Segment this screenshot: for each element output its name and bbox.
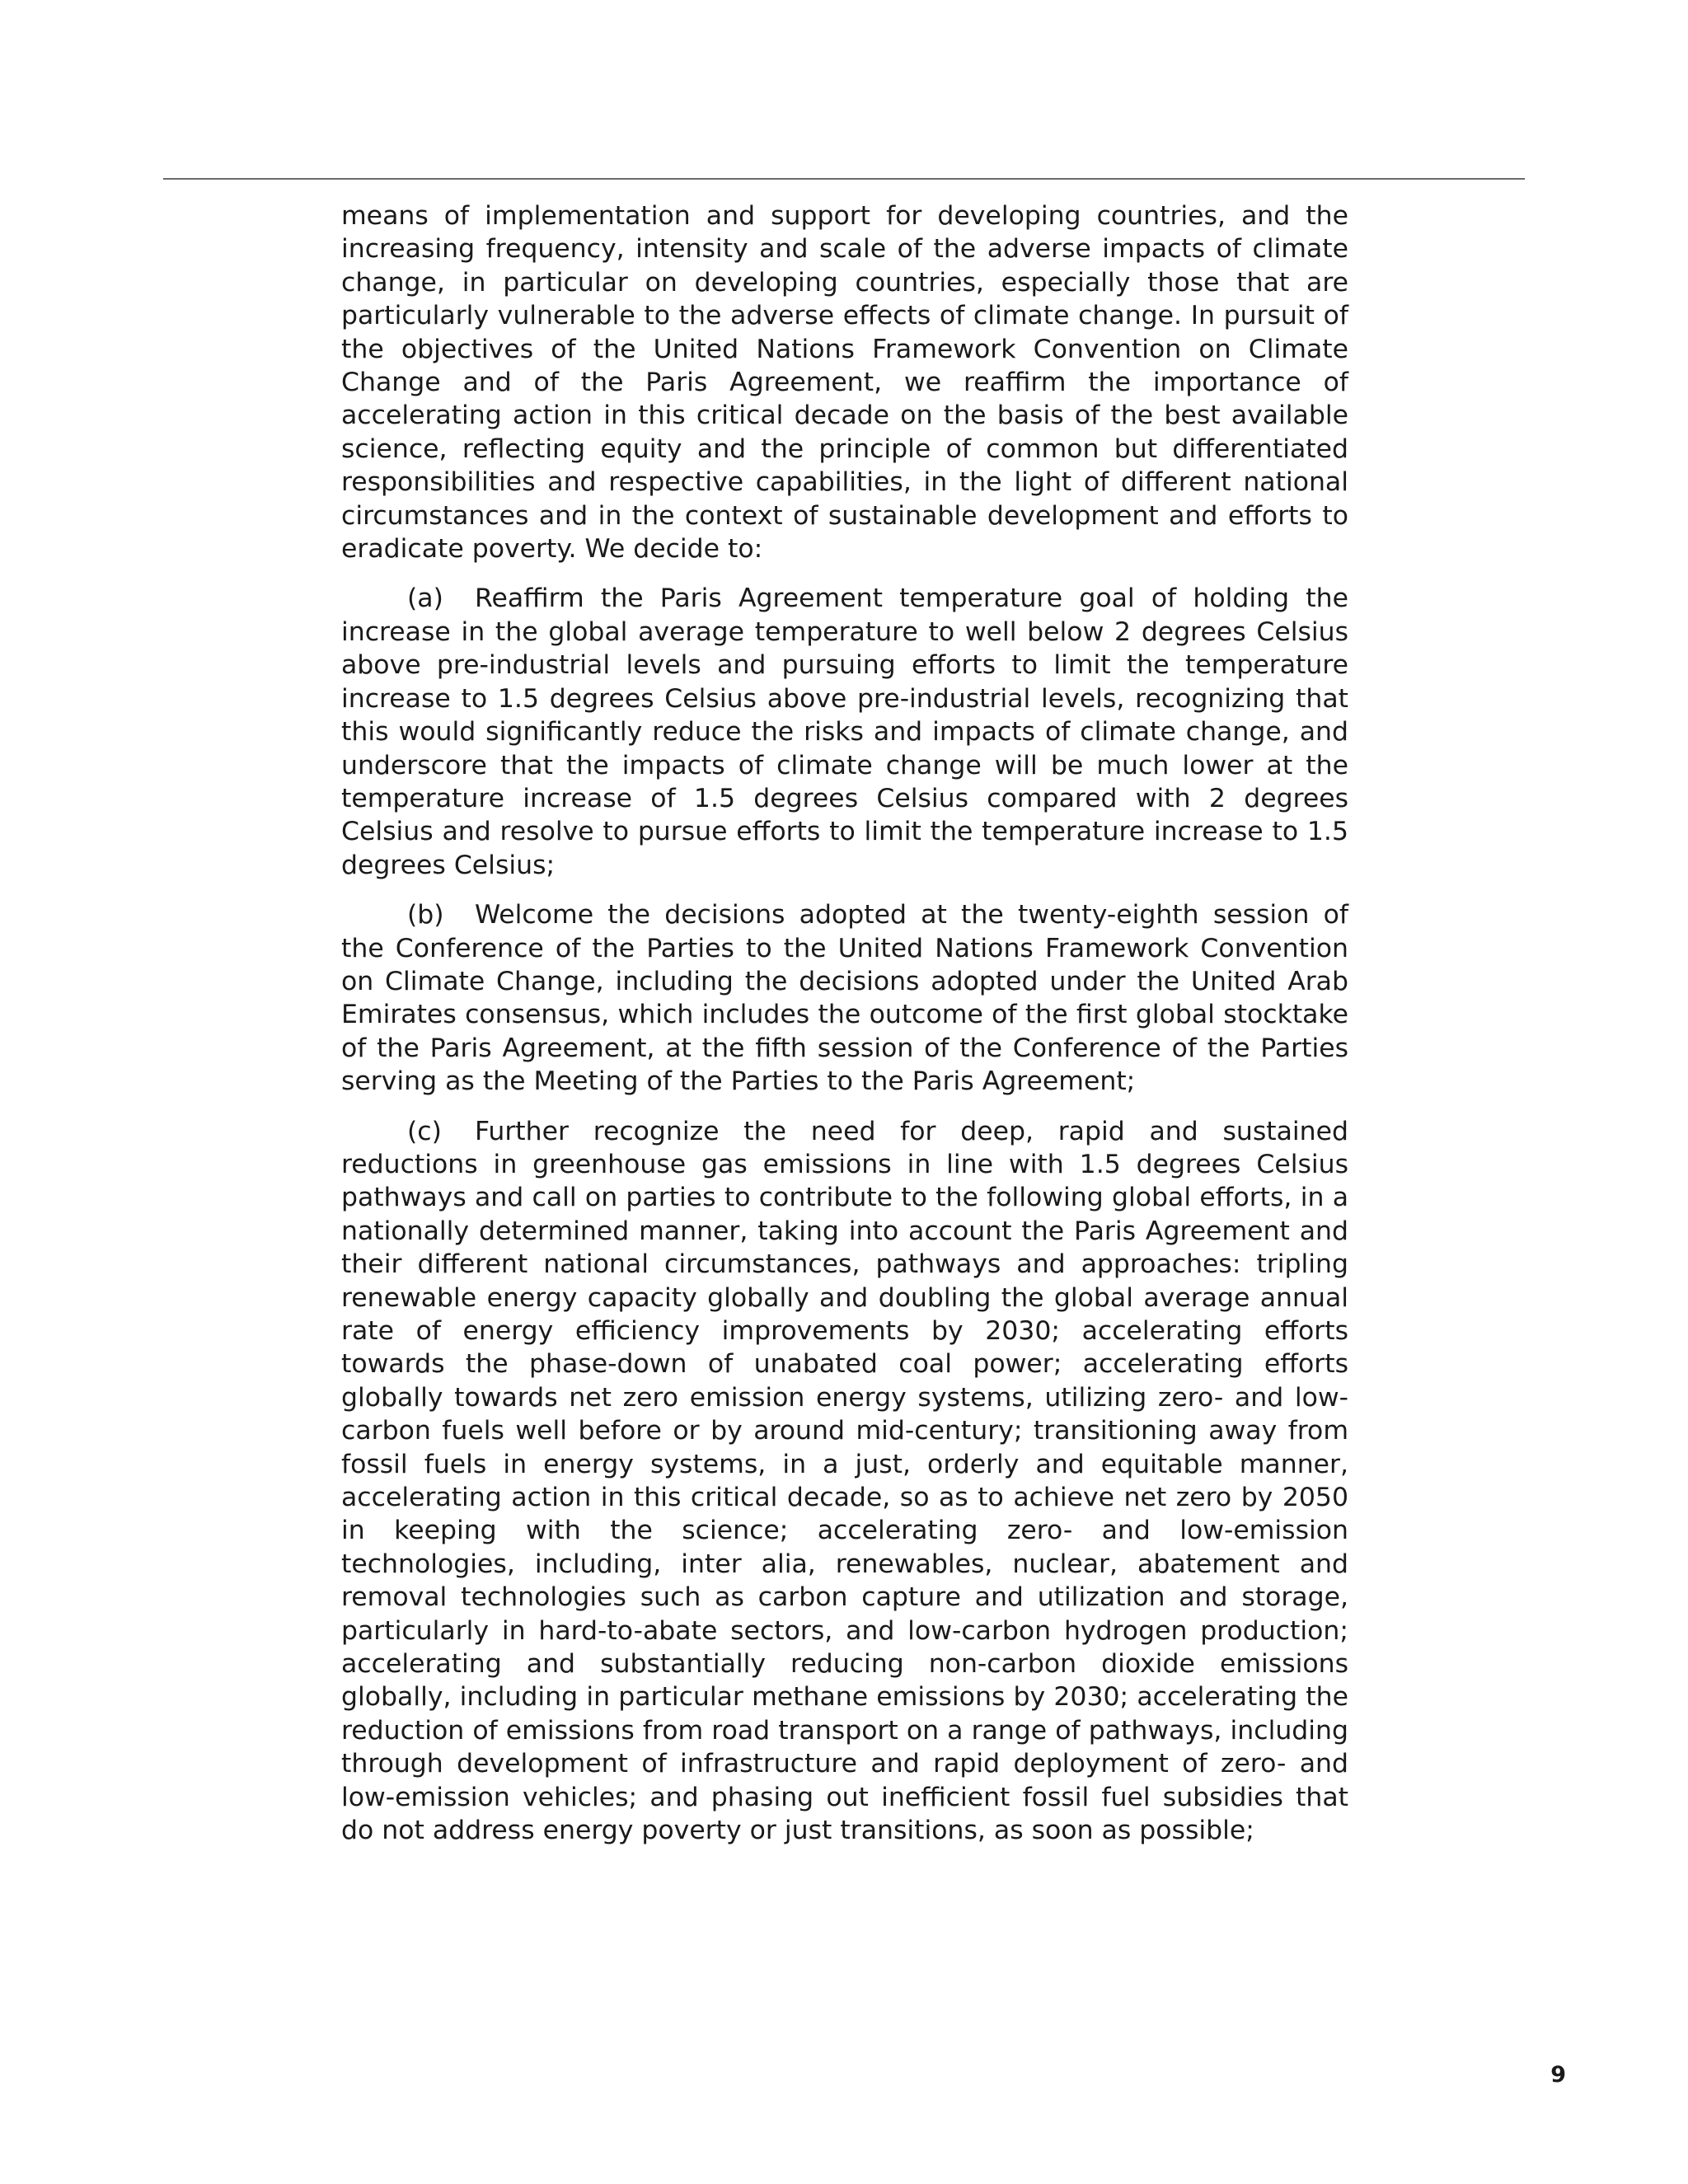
- document-body: [341, 199, 1348, 1864]
- list-item-c: [341, 1115, 1348, 1848]
- list-item-label: (a): [407, 583, 443, 614]
- list-item-label: (c): [407, 1116, 442, 1146]
- list-item-text: Further recognize the need for deep, rapid and sustained reductions in greenhouse gas emissions in line with 1.5 degrees Celsius pathways and call on parties to contribute to the following global efforts, in a nationally determined manner, taking into account the Paris Agreement and their different national circumstances, pathways and approaches: tripling renewable energy capacity globally and doubling the global average annual rate of energy efficiency improvements by 2030; accelerating efforts towards the phase-down of unabated coal power; accelerating efforts globally towards net zero emission energy systems, utilizing zero- and low-carbon fuels well before or by around mid-century; transitioning away from fossil fuels in energy systems, in a just, orderly and equitable manner, accelerating action in this critical decade, so as to achieve net zero by 2050 in keeping with the science; accelerating zero- and low-emission technologies, including, inter alia, renewables, nuclear, abatement and removal technologies such as carbon capture and utilization and storage, particularly in hard-to-abate sectors, and low-carbon hydrogen production; accelerating and substantially reducing non-carbon dioxide emissions globally, including in particular methane emissions by 2030; accelerating the reduction of emissions from road transport on a range of pathways, including through development of infrastructure and rapid deployment of zero- and low-emission vehicles; and phasing out inefficient fossil fuel subsidies that do not address energy poverty or just transitions, as soon as possible;: [341, 1116, 1348, 1846]
- page-number: 9: [1550, 2062, 1566, 2088]
- header-divider: [163, 178, 1525, 180]
- list-item-text: Reaffirm the Paris Agreement temperature goal of holding the increase in the global average temperature to well below 2 degrees Celsius above pre-industrial levels and pursuing efforts to limit the temperature increase to 1.5 degrees Celsius above pre-industrial levels, recognizing that this would significantly reduce the risks and impacts of climate change, and underscore that the impacts of climate change will be much lower at the temperature increase of 1.5 degrees Celsius compared with 2 degrees Celsius and resolve to pursue efforts to limit the temperature increase to 1.5 degrees Celsius;: [341, 583, 1348, 880]
- list-item-b: [341, 898, 1348, 1098]
- list-item-text: Welcome the decisions adopted at the twenty-eighth session of the Conference of the Parties to the United Nations Framework Convention on Climate Change, including the decisions adopted under the United Arab Emirates consensus, which includes the outcome of the first global stocktake of the Paris Agreement, at the fifth session of the Conference of the Parties serving as the Meeting of the Parties to the Paris Agreement;: [341, 900, 1348, 1097]
- list-item-label: (b): [407, 900, 444, 930]
- list-item-a: [341, 582, 1348, 882]
- intro-paragraph: means of implementation and support for developing countries, and the increasing frequency, intensity and scale of the adverse impacts of climate change, in particular on developing countries, especially those that are particularly vulnerable to the adverse effects of climate change. In pursuit of the objectives of the United Nations Framework Convention on Climate Change and of the Paris Agreement, we reaffirm the importance of accelerating action in this critical decade on the basis of the best available science, reflecting equity and the principle of common but differentiated responsibilities and respective capabilities, in the light of different national circumstances and in the context of sustainable development and efforts to eradicate poverty. We decide to:: [341, 201, 1348, 565]
